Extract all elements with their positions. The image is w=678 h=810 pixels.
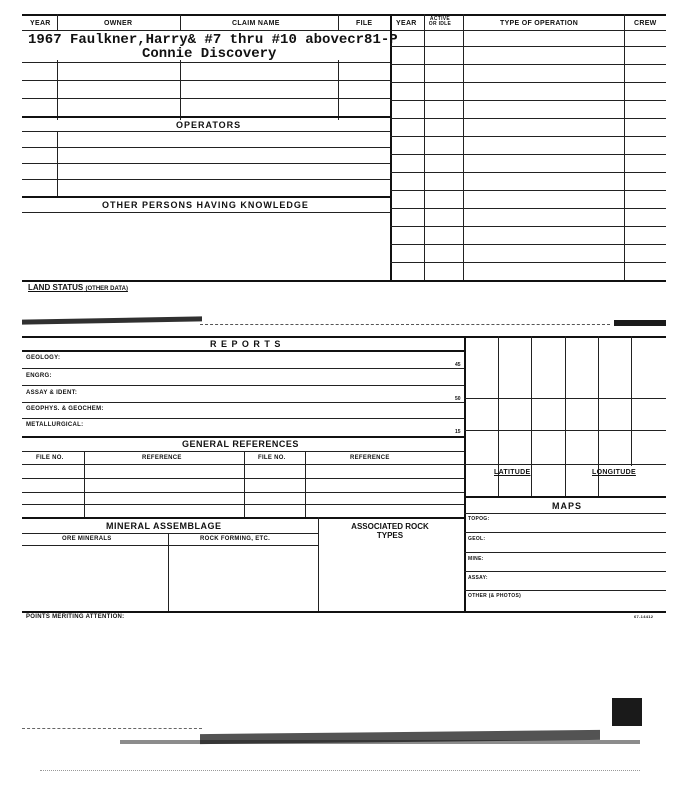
col-div: [57, 14, 58, 30]
row-rule: [22, 98, 390, 99]
grid-row: [464, 398, 666, 399]
row-rule: [22, 504, 464, 505]
report-number: 45: [455, 362, 461, 368]
row-rule: [390, 208, 666, 209]
file-no-header: FILE NO.: [36, 455, 64, 461]
dashed-rule: [200, 324, 610, 325]
year-header: YEAR: [30, 20, 51, 27]
row-rule: [22, 131, 390, 132]
reports-title: R E P O R T S: [210, 339, 282, 349]
dashed-rule: [22, 728, 202, 729]
land-status-label: LAND STATUS: [28, 283, 84, 292]
row-rule: [22, 517, 464, 519]
engrg-label: ENGRG:: [26, 373, 52, 379]
row-rule: [390, 100, 666, 101]
scan-smear: [120, 740, 640, 744]
dotted-noise: [40, 770, 640, 771]
row-rule: [22, 147, 390, 148]
geology-label: GEOLOGY:: [26, 355, 61, 361]
land-status-title: [28, 283, 128, 292]
col-div: [318, 517, 319, 611]
grid-row: [464, 430, 666, 431]
row-rule: [390, 46, 666, 47]
row-rule: [22, 402, 464, 403]
row-rule: [390, 226, 666, 227]
scan-smear: [22, 316, 202, 324]
rock-forming-header: ROCK FORMING, ETC.: [200, 536, 271, 542]
topog-label: TOPOG:: [468, 516, 490, 522]
col-div: [180, 60, 181, 120]
col-div: [624, 14, 625, 280]
active-idle-header: ACTIVE OR IDLE: [428, 16, 452, 27]
type-of-operation-header: TYPE OF OPERATION: [500, 20, 579, 27]
row-rule: [390, 136, 666, 137]
land-status-sub: (OTHER DATA): [85, 286, 128, 292]
row-rule: [22, 478, 464, 479]
assay-label: ASSAY & IDENT:: [26, 390, 78, 396]
row-rule: [464, 513, 666, 514]
reference-header-2: REFERENCE: [350, 455, 390, 461]
row-rule: [464, 590, 666, 591]
col-div: [424, 14, 425, 280]
assay-map-label: ASSAY:: [468, 575, 488, 581]
geol-label: GEOL:: [468, 536, 486, 542]
bottom-rule: [22, 611, 666, 613]
file-no-header-2: FILE NO.: [258, 455, 286, 461]
row-rule: [22, 80, 390, 81]
row-rule: [22, 451, 464, 452]
crew-header: CREW: [634, 20, 657, 27]
grid-col: [565, 336, 566, 496]
row-rule: [22, 179, 390, 180]
land-status-rule: [22, 280, 666, 282]
longitude-label: LONGITUDE: [592, 469, 636, 476]
latitude-label: LATITUDE: [494, 469, 531, 476]
row-rule: [22, 418, 464, 419]
col-div: [84, 451, 85, 517]
col-div: [305, 451, 306, 517]
row-rule: [22, 436, 464, 438]
row-rule: [22, 163, 390, 164]
row-rule: [22, 212, 390, 213]
row-rule: [22, 464, 464, 465]
row-rule: [22, 533, 318, 534]
row-rule: [390, 154, 666, 155]
row-rule: [22, 492, 464, 493]
row-rule: [390, 172, 666, 173]
row-rule: [22, 545, 318, 546]
header-rule: [22, 30, 666, 31]
col-div: [463, 14, 464, 280]
row-rule: [22, 196, 390, 198]
col-div: [57, 60, 58, 120]
other-persons-title: OTHER PERSONS HAVING KNOWLEDGE: [102, 200, 309, 210]
year2-header: YEAR: [396, 20, 417, 27]
main-divider: [390, 14, 392, 280]
maps-title: MAPS: [552, 501, 583, 511]
owner-header: OWNER: [104, 20, 133, 27]
row-rule: [390, 244, 666, 245]
entry-line-1: 1967 Faulkner,Harry& #7 thru #10 abovecr81-P: [28, 32, 398, 48]
row-rule: [390, 64, 666, 65]
mine-label: MINE:: [468, 556, 484, 562]
col-div: [244, 451, 245, 517]
scan-smear: [614, 320, 666, 326]
col-div: [57, 131, 58, 197]
report-number: 15: [455, 429, 461, 435]
general-references-title: GENERAL REFERENCES: [182, 439, 299, 449]
scan-block: [612, 698, 642, 726]
row-rule: [390, 262, 666, 263]
row-rule: [390, 82, 666, 83]
row-rule: [22, 368, 464, 369]
row-rule: [390, 190, 666, 191]
top-rule: [22, 14, 666, 16]
entry-line-2: Connie Discovery: [142, 46, 277, 62]
associated-rock-types-title: ASSOCIATED ROCK TYPES: [351, 522, 429, 540]
geophys-label: GEOPHYS. & GEOCHEM:: [26, 406, 104, 412]
row-rule: [464, 532, 666, 533]
row-rule: [22, 350, 464, 352]
form-number: 67-14412: [634, 614, 654, 619]
row-rule: [22, 62, 390, 63]
row-rule: [22, 385, 464, 386]
reference-header: REFERENCE: [142, 455, 182, 461]
other-photos-label: OTHER (& PHOTOS): [468, 593, 522, 599]
row-rule: [390, 118, 666, 119]
grid-col: [531, 336, 532, 496]
col-div: [338, 60, 339, 120]
col-div: [168, 533, 169, 611]
ore-minerals-header: ORE MINERALS: [62, 536, 112, 542]
operators-title: OPERATORS: [176, 120, 242, 130]
row-rule: [464, 571, 666, 572]
metallurgical-label: METALLURGICAL:: [26, 422, 84, 428]
mineral-assemblage-title: MINERAL ASSEMBLAGE: [106, 521, 222, 531]
grid-col: [631, 336, 632, 466]
points-meriting-label: POINTS MERITING ATTENTION:: [26, 614, 125, 620]
reports-top-rule: [22, 336, 666, 338]
col-div: [180, 14, 181, 30]
claim-name-header: CLAIM NAME: [232, 20, 280, 27]
maps-rule: [464, 496, 666, 498]
grid-row: [464, 464, 666, 465]
col-div: [338, 14, 339, 30]
file-header: FILE: [356, 20, 373, 27]
report-number: 50: [455, 396, 461, 402]
row-rule: [22, 116, 390, 118]
row-rule: [464, 552, 666, 553]
